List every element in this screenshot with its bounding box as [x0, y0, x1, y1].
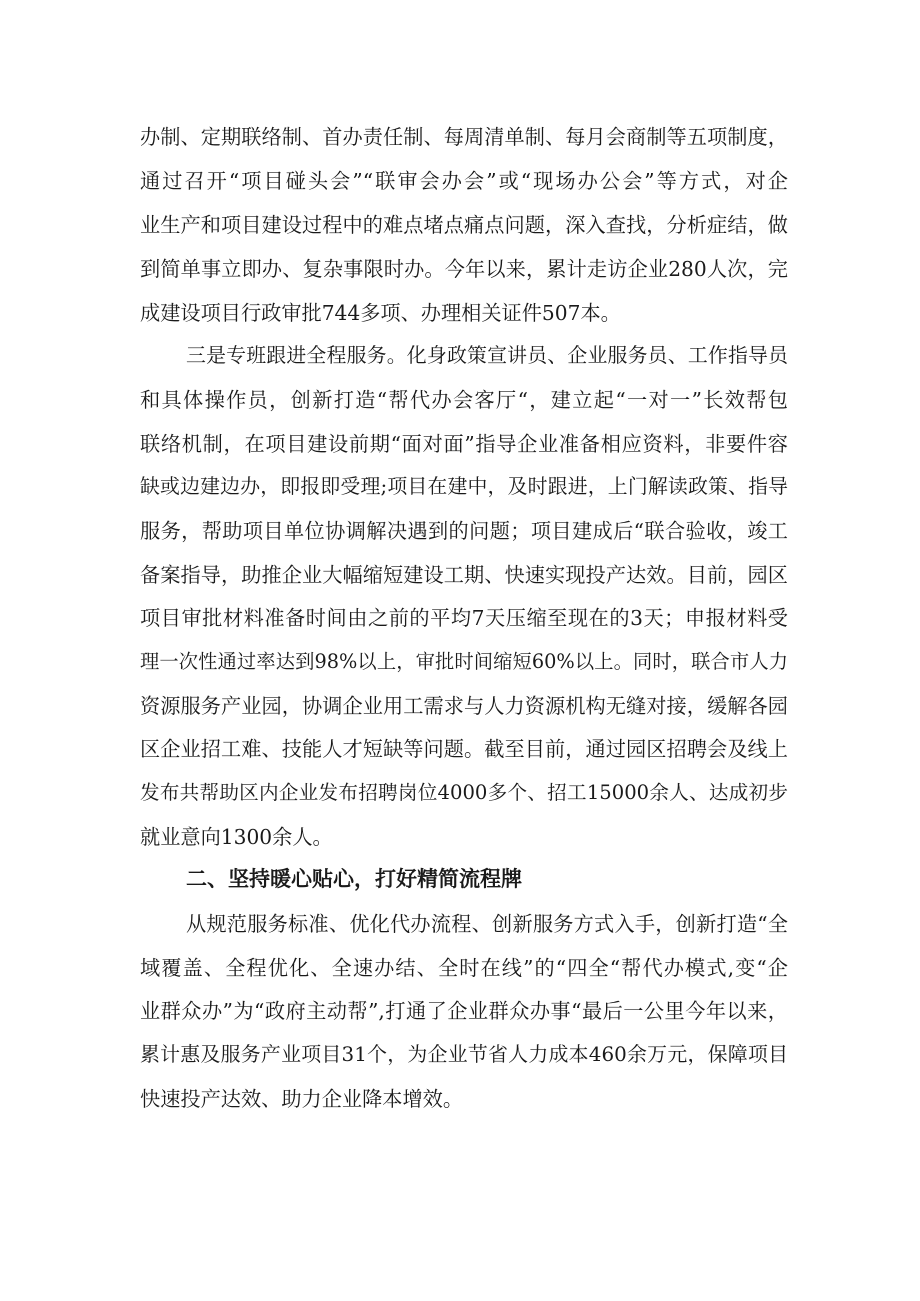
para2-line-11: 发布共帮助区内企业发布招聘岗位4000多个、招工15000余人、达成初步 — [140, 781, 788, 804]
para3-line-2: 域覆盖、全程优化、全速办结、全时在线”的“四全“帮代办模式,变“企 — [140, 956, 788, 980]
para3-line-3: 业群众办”为“政府主动帮”,打通了企业群众办事“最后一公里今年以来， — [140, 999, 788, 1023]
para3-line-5: 快速投产达效、助力企业降本增效。 — [140, 1087, 464, 1111]
para1-line-3: 业生产和项目建设过程中的难点堵点痛点问题，深入查找，分析症结，做 — [140, 213, 788, 237]
para2-line-4: 缺或边建边办，即报即受理;项目在建中，及时跟进，上门解读政策、指导 — [140, 475, 788, 498]
para2-line-9: 资源服务产业园，协调企业用工需求与人力资源机构无缝对接，缓解各园 — [140, 694, 788, 718]
para2-line-1: 三是专班跟进全程服务。化身政策宣讲员、企业服务员、工作指导员 — [186, 344, 788, 367]
para2-line-5: 服务，帮助项目单位协调解决遇到的问题；项目建成后“联合验收，竣工 — [140, 519, 788, 543]
para1-line-2: 通过召开“项目碰头会”“联审会办会”或“现场办公会”等方式，对企 — [140, 169, 788, 193]
para1-line-5: 成建设项目行政审批744多项、办理相关证件507本。 — [140, 301, 621, 325]
para2-line-6: 备案指导，助推企业大幅缩短建设工期、快速实现投产达效。目前，园区 — [140, 563, 788, 587]
para2-line-8: 理一次性通过率达到98%以上，审批时间缩短60%以上。同时，联合市人力 — [140, 650, 788, 673]
para2-line-2: 和具体操作员，创新打造“帮代办会客厅“，建立起“一对一”长效帮包 — [140, 388, 788, 412]
para3-line-1: 从规范服务标准、优化代办流程、创新服务方式入手，创新打造“全 — [186, 912, 788, 936]
para1-line-4: 到简单事立即办、复杂事限时办。今年以来，累计走访企业280人次，完 — [140, 257, 788, 281]
para2-line-12: 就业意向1300余人。 — [140, 825, 333, 849]
para2-line-3: 联络机制，在项目建设前期“面对面”指导企业准备相应资料，非要件容 — [140, 432, 788, 456]
para3-line-4: 累计惠及服务产业项目31个，为企业节省人力成本460余万元，保障项目 — [140, 1043, 788, 1066]
para2-line-7: 项目审批材料准备时间由之前的平均7天压缩至现在的3天；申报材料受 — [140, 606, 788, 630]
para2-line-10: 区企业招工难、技能人才短缺等问题。截至目前，通过园区招聘会及线上 — [140, 737, 788, 761]
section-heading: 二、坚持暖心贴心，打好精简流程牌 — [186, 867, 522, 891]
para1-line-1: 办制、定期联络制、首办责任制、每周清单制、每月会商制等五项制度， — [140, 125, 788, 149]
